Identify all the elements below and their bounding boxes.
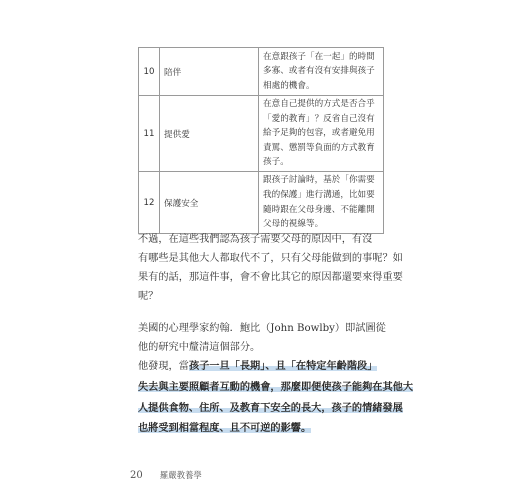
table-row <box>139 172 384 234</box>
paragraph-bowlby <box>138 319 386 357</box>
paragraph-question <box>138 230 403 306</box>
table-row <box>139 96 384 172</box>
description-line: 多寡、或者有沒有安排與孩子 <box>263 66 375 77</box>
need-name: 陪伴 <box>160 48 259 96</box>
paragraph-finding <box>138 357 414 440</box>
highlighted-text: 人提供食物、住所、及教育下安全的長大，孩子的情緒發展 <box>138 402 403 414</box>
highlighted-text: 孩子一旦「長期」、且「在特定年齡階段」 <box>188 361 378 372</box>
text-line: 呢？ <box>138 291 159 302</box>
book-title: 羅嚴教養學 <box>159 470 202 480</box>
need-description <box>259 96 384 172</box>
description-line: 我的保護」進行溝通，比如要 <box>263 189 375 200</box>
description-line: 責罵、懲罰等負面的方式教育 <box>263 142 375 153</box>
need-description <box>259 172 384 234</box>
description-line: 在意自己提供的方式是否合乎 <box>263 99 375 110</box>
text-line: 果有的話，那這件事，會不會比其它的原因都還要來得重要 <box>138 272 403 283</box>
row-number: 10 <box>139 48 160 96</box>
page-number: 20 <box>130 470 143 481</box>
text-line: 有哪些是其他大人都取代不了，只有父母能做到的事呢？如 <box>138 253 403 264</box>
row-number: 11 <box>139 96 160 172</box>
description-line: 跟孩子討論時，基於「你需要 <box>263 175 375 186</box>
highlighted-text: 也將受到相當程度、且不可逆的影響。 <box>138 423 312 435</box>
text-line <box>138 399 403 420</box>
text-line: 美國的心理學家約翰．鮑比（John Bowlby）即試圖從 <box>138 323 386 334</box>
description-line: 「愛的教育」？反省自己沒有 <box>263 113 375 124</box>
row-number: 12 <box>139 172 160 234</box>
text-line: 不過，在這些我們認為孩子需要父母的原因中，有沒 <box>138 234 373 245</box>
finding-intro: 他發現，當 <box>138 361 189 372</box>
description-line: 孩子。 <box>263 157 289 168</box>
need-name: 保護安全 <box>160 172 259 234</box>
text-line <box>138 357 386 378</box>
highlighted-text: 失去與主要照顧者互動的機會，那麼即便使孩子能夠在其他大 <box>138 381 414 393</box>
text-line <box>138 419 386 440</box>
text-line: 他的研究中釐清這個部分。 <box>138 342 261 353</box>
description-line: 隨時跟在父母身邊、不能離開 <box>263 204 375 215</box>
table-row <box>139 48 384 96</box>
description-line: 給予足夠的包容，或者避免用 <box>263 128 375 139</box>
text-line <box>138 378 414 399</box>
need-name: 提供愛 <box>160 96 259 172</box>
description-line: 在意跟孩子「在一起」的時間 <box>263 51 375 62</box>
description-line: 父母的視線等。 <box>263 219 324 230</box>
needs-table <box>138 47 384 234</box>
need-description <box>259 48 384 96</box>
description-line: 相處的機會。 <box>263 80 315 91</box>
page-footer <box>130 463 202 482</box>
